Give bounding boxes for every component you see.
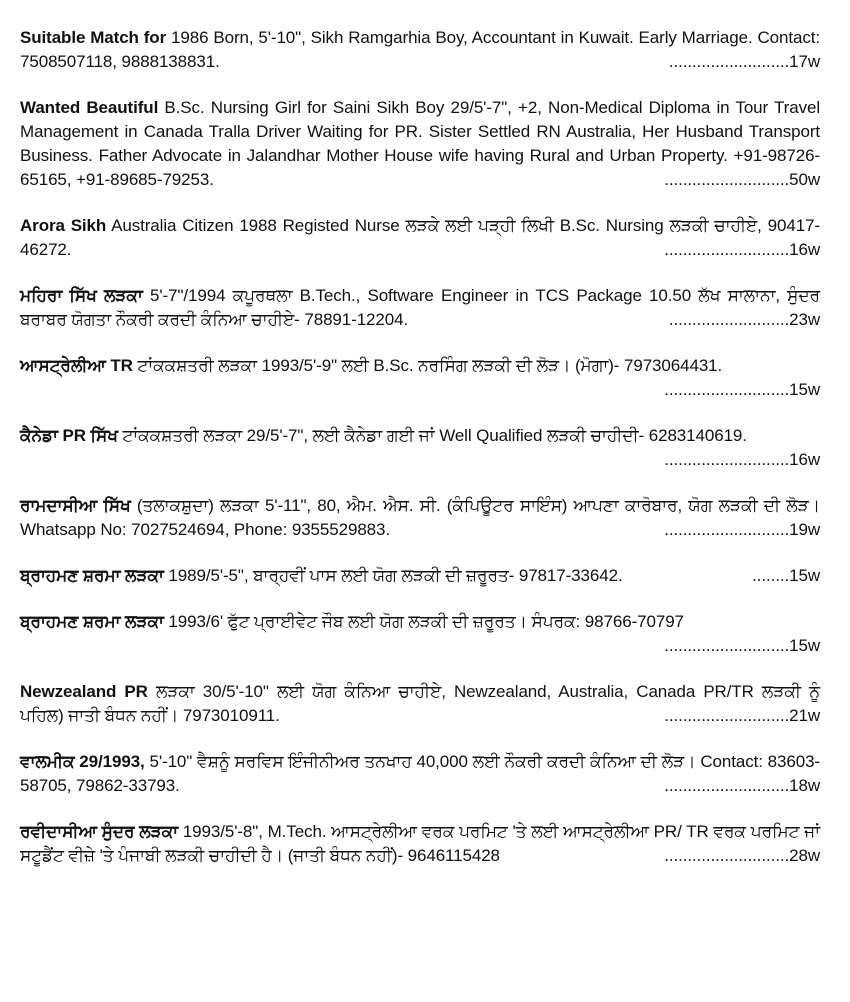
ad-word-count: ........15w — [752, 566, 820, 585]
classified-ad-6 — [20, 424, 820, 472]
classified-ad-7 — [20, 494, 820, 542]
ad-word-count: ...........................21w — [664, 706, 820, 725]
classified-ad-8 — [20, 564, 820, 588]
ad-body: (ਤਲਾਕਸ਼ੁਦਾ) ਲੜਕਾ 5'-11", 80, ਐਮ. ਐਸ. ਸੀ. (ਕੰਪਿਊਟਰ ਸਾਇੰਸ) ਆਪਣਾ ਕਾਰੋਬਾਰ, ਯੋਗ ਲੜਕੀ ਦੀ ਲੋੜ। Whatsapp No: 7027524694, Phone: 9355529883. — [20, 496, 821, 539]
ad-word-count: ...........................16w — [664, 450, 820, 469]
ad-word-count: ...........................19w — [664, 520, 820, 539]
ad-headline: ਵਾਲਮੀਕ 29/1993, — [20, 752, 145, 771]
ad-word-count: ..........................17w — [668, 52, 820, 71]
ad-headline: Newzealand PR — [20, 682, 148, 701]
ad-headline: ਰਾਮਦਾਸੀਆ ਸਿੱਖ — [20, 496, 131, 515]
ad-word-count: ...........................16w — [664, 240, 820, 259]
ad-body: 5'-10" ਵੈਸ਼ਨੂੰ ਸਰਵਿਸ ਇੰਜੀਨੀਅਰ ਤਨਖਾਹ 40,000 ਲਈ ਨੌਕਰੀ ਕਰਦੀ ਕੰਨਿਆ ਦੀ ਲੋੜ। Contact: 83603-58705, 79862-33793. — [20, 752, 820, 795]
classified-ad-5 — [20, 354, 820, 402]
classified-ad-11 — [20, 750, 820, 798]
ad-body: 5'-7"/1994 ਕਪੂਰਥਲਾ B.Tech., Software Engineer in TCS Package 10.50 ਲੱਖ ਸਾਲਾਨਾ, ਸੁੰਦਰ ਬਰਾਬਰ ਯੋਗਤਾ ਨੌਕਰੀ ਕਰਦੀ ਕੰਨਿਆ ਚਾਹੀਏ- 78891-12204. — [20, 286, 820, 329]
classified-ad-4 — [20, 284, 820, 332]
classified-ad-9 — [20, 610, 820, 658]
ad-headline: Wanted Beautiful — [20, 98, 159, 117]
ad-headline: ਮਹਿਰਾ ਸਿੱਖ ਲੜਕਾ — [20, 286, 143, 305]
ad-word-count: ...........................15w — [664, 380, 820, 399]
ad-headline: Suitable Match for — [20, 28, 167, 47]
ad-body: ਟਾਂਕਕਸ਼ਤਰੀ ਲੜਕਾ 29/5'-7", ਲਈ ਕੈਨੇਡਾ ਗਈ ਜਾਂ Well Qualified ਲੜਕੀ ਚਾਹੀਦੀ- 6283140619. — [117, 426, 747, 445]
ad-body: 1986 Born, 5'-10", Sikh Ramgarhia Boy, Accountant in Kuwait. Early Marriage. Contact: 7508507118, 9888138831. — [20, 28, 820, 71]
ad-headline: ਆਸਟ੍ਰੇਲੀਆ TR — [20, 356, 133, 375]
ad-word-count: ...........................15w — [664, 636, 820, 655]
classified-ad-12 — [20, 820, 820, 868]
ad-word-count: ...........................28w — [664, 846, 820, 865]
ad-headline: ਰਵੀਦਾਸੀਆ ਸੁੰਦਰ ਲੜਕਾ — [20, 822, 179, 841]
ad-body: 1993/5'-8", M.Tech. ਆਸਟ੍ਰੇਲੀਆ ਵਰਕ ਪਰਮਿਟ 'ਤੇ ਲਈ ਆਸਟ੍ਰੇਲੀਆ PR/ TR ਵਰਕ ਪਰਮਿਟ ਜਾਂ ਸਟੂਡੈਂਟ ਵੀਜ਼ੇ 'ਤੇ ਪੰਜਾਬੀ ਲੜਕੀ ਚਾਹੀਦੀ ਹੈ। (ਜਾਤੀ ਬੰਧਨ ਨਹੀਂ)- 9646115428 — [20, 822, 820, 865]
classified-ad-10 — [20, 680, 820, 728]
ad-body: Australia Citizen 1988 Registed Nurse ਲੜਕੇ ਲਈ ਪੜ੍ਹੀ ਲਿਖੀ B.Sc. Nursing ਲੜਕੀ ਚਾਹੀਏ, 90417-46272. — [20, 216, 820, 259]
ad-body: ਟਾਂਕਕਸ਼ਤਰੀ ਲੜਕਾ 1993/5'-9" ਲਈ B.Sc. ਨਰਸਿੰਗ ਲੜਕੀ ਦੀ ਲੋੜ। (ਮੋਗਾ)- 7973064431. — [132, 356, 723, 375]
ad-headline: ਬ੍ਰਾਹਮਣ ਸ਼ਰਮਾ ਲੜਕਾ — [20, 566, 164, 585]
ad-word-count: ..........................23w — [668, 310, 820, 329]
ad-headline: ਕੈਨੇਡਾ PR ਸਿੱਖ — [20, 426, 118, 445]
ad-headline: Arora Sikh — [20, 216, 107, 235]
classified-ad-1 — [20, 26, 820, 74]
ad-body: B.Sc. Nursing Girl for Saini Sikh Boy 29/5'-7", +2, Non-Medical Diploma in Tour Travel Management in Canada Tralla Driver Waiting for PR. Sister Settled RN Australia, Her Husband Transport Business. Father Advocate in Jalandhar Mother House wife having Rural and Urban Property. +91-98726-65165, +91-89685-79253. — [20, 98, 820, 189]
ad-body: ਲੜਕਾ 30/5'-10" ਲਈ ਯੋਗ ਕੰਨਿਆ ਚਾਹੀਏ, Newzealand, Australia, Canada PR/TR ਲੜਕੀ ਨੂੰ ਪਹਿਲ) ਜਾਤੀ ਬੰਧਨ ਨਹੀਂ। 7973010911. — [20, 682, 820, 725]
classified-ad-2 — [20, 96, 820, 192]
classified-ad-3 — [20, 214, 820, 262]
ad-body: 1989/5'-5", ਬਾਰ੍ਹਵੀਂ ਪਾਸ ਲਈ ਯੋਗ ਲੜਕੀ ਦੀ ਜ਼ਰੂਰਤ- 97817-33642. — [163, 566, 623, 585]
ad-word-count: ...........................50w — [664, 170, 820, 189]
ad-body: 1993/6' ਫੁੱਟ ਪ੍ਰਾਈਵੇਟ ਜੌਬ ਲਈ ਯੋਗ ਲੜਕੀ ਦੀ ਜ਼ਰੂਰਤ। ਸੰਪਰਕ: 98766-70797 — [163, 612, 684, 631]
ad-word-count: ...........................18w — [664, 776, 820, 795]
ad-headline: ਬ੍ਰਾਹਮਣ ਸ਼ਰਮਾ ਲੜਕਾ — [20, 612, 164, 631]
